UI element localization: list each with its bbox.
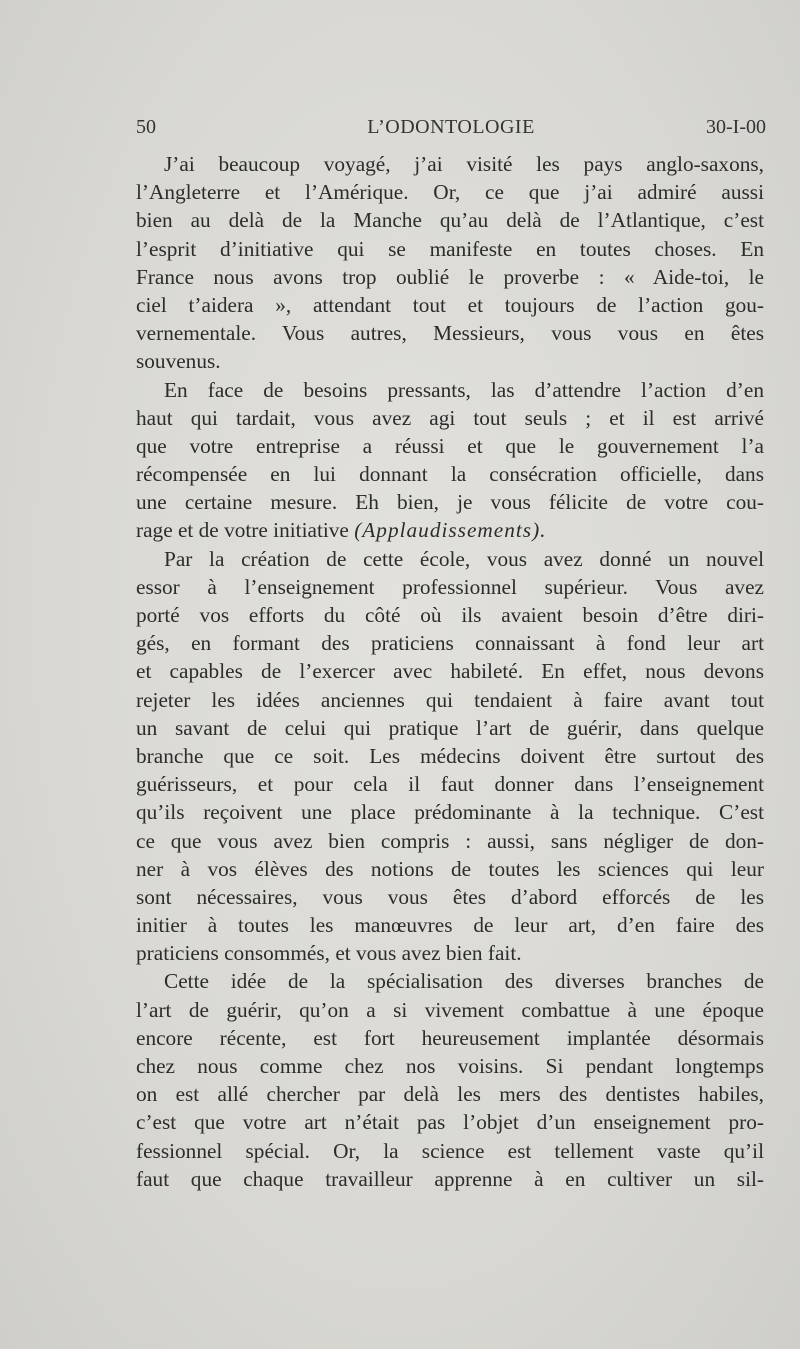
text-line: gés, en formant des praticiens connaissant à fond leur art (136, 631, 764, 656)
text-line: et capables de l’exercer avec habileté. En effet, nous devons (136, 659, 764, 684)
text-line: branche que ce soit. Les médecins doivent être surtout des (136, 743, 764, 768)
text-line: un savant de celui qui pratique l’art de guérir, dans quelque (136, 715, 764, 740)
text-line: J’ai beaucoup voyagé, j’ai visité les pays anglo-saxons, (164, 152, 764, 176)
text-line: vernementale. Vous autres, Messieurs, vous vous en êtes (136, 321, 764, 346)
text-line: Par la création de cette école, vous avez donné un nouvel (164, 546, 764, 571)
running-header (136, 116, 766, 142)
text-line: initier à toutes les manœuvres de leur art, d’en faire des (136, 913, 764, 938)
text-line: souvenus. (136, 349, 221, 374)
page-number: 50 (136, 116, 156, 138)
text-segment: rage et de votre initiative (136, 518, 355, 543)
text-line: praticiens consommés, et vous avez bien fait. (136, 941, 522, 966)
text-line: récompensée en lui donnant la consécration officielle, dans (136, 462, 764, 487)
text-line: Cette idée de la spécialisation des diverses branches de (164, 969, 764, 994)
text-line: ner à vos élèves des notions de toutes les sciences qui leur (136, 856, 764, 881)
issue-date: 30-I-00 (706, 116, 766, 138)
text-line: France nous avons trop oublié le proverbe : « Aide-toi, le (136, 264, 764, 289)
text-line: c’est que votre art n’était pas l’objet d’un enseignement pro- (136, 1110, 764, 1135)
text-line: rejeter les idées anciennes qui tendaient à faire avant tout (136, 687, 764, 712)
text-line: que votre entreprise a réussi et que le gouvernement l’a (136, 433, 764, 458)
text-line: ciel t’aidera », attendant tout et toujours de l’action gou- (136, 292, 764, 317)
text-line: encore récente, est fort heureusement implantée désormais (136, 1025, 764, 1050)
text-line (136, 516, 764, 544)
text-line: faut que chaque travailleur apprenne à en cultiver un sil- (136, 1166, 764, 1191)
text-line: qu’ils reçoivent une place prédominante à la technique. C’est (136, 800, 764, 825)
text-line: porté vos efforts du côté où ils avaient besoin d’être diri- (136, 603, 764, 627)
text-line: haut qui tardait, vous avez agi tout seuls ; et il est arrivé (136, 405, 764, 430)
text-line: guérisseurs, et pour cela il faut donner dans l’enseignement (136, 772, 764, 797)
text-line: l’esprit d’initiative qui se manifeste en toutes choses. En (136, 236, 764, 261)
text-line: fessionnel spécial. Or, la science est tellement vaste qu’il (136, 1138, 764, 1163)
text-line: essor à l’enseignement professionnel supérieur. Vous avez (136, 574, 764, 599)
text-line: sont nécessaires, vous vous êtes d’abord efforcés de les (136, 884, 764, 909)
text-line: En face de besoins pressants, las d’attendre l’action d’en (164, 377, 764, 402)
text-line: une certaine mesure. Eh bien, je vous félicite de votre cou- (136, 490, 764, 515)
text-line: bien au delà de la Manche qu’au delà de l’Atlantique, c’est (136, 208, 764, 233)
text-line: chez nous comme chez nos voisins. Si pendant longtemps (136, 1054, 764, 1078)
body-text (136, 150, 764, 1193)
text-line: l’Angleterre et l’Amérique. Or, ce que j’ai admiré aussi (136, 180, 764, 205)
text-line: ce que vous avez bien compris : aussi, sans négliger de don- (136, 828, 764, 853)
text-line: on est allé chercher par delà les mers des dentistes habiles, (136, 1082, 764, 1107)
journal-title: L’ODONTOLOGIE (367, 116, 535, 138)
applause-annotation: (Applaudissements). (354, 518, 547, 543)
text-line: l’art de guérir, qu’on a si vivement combattue à une époque (136, 997, 764, 1022)
